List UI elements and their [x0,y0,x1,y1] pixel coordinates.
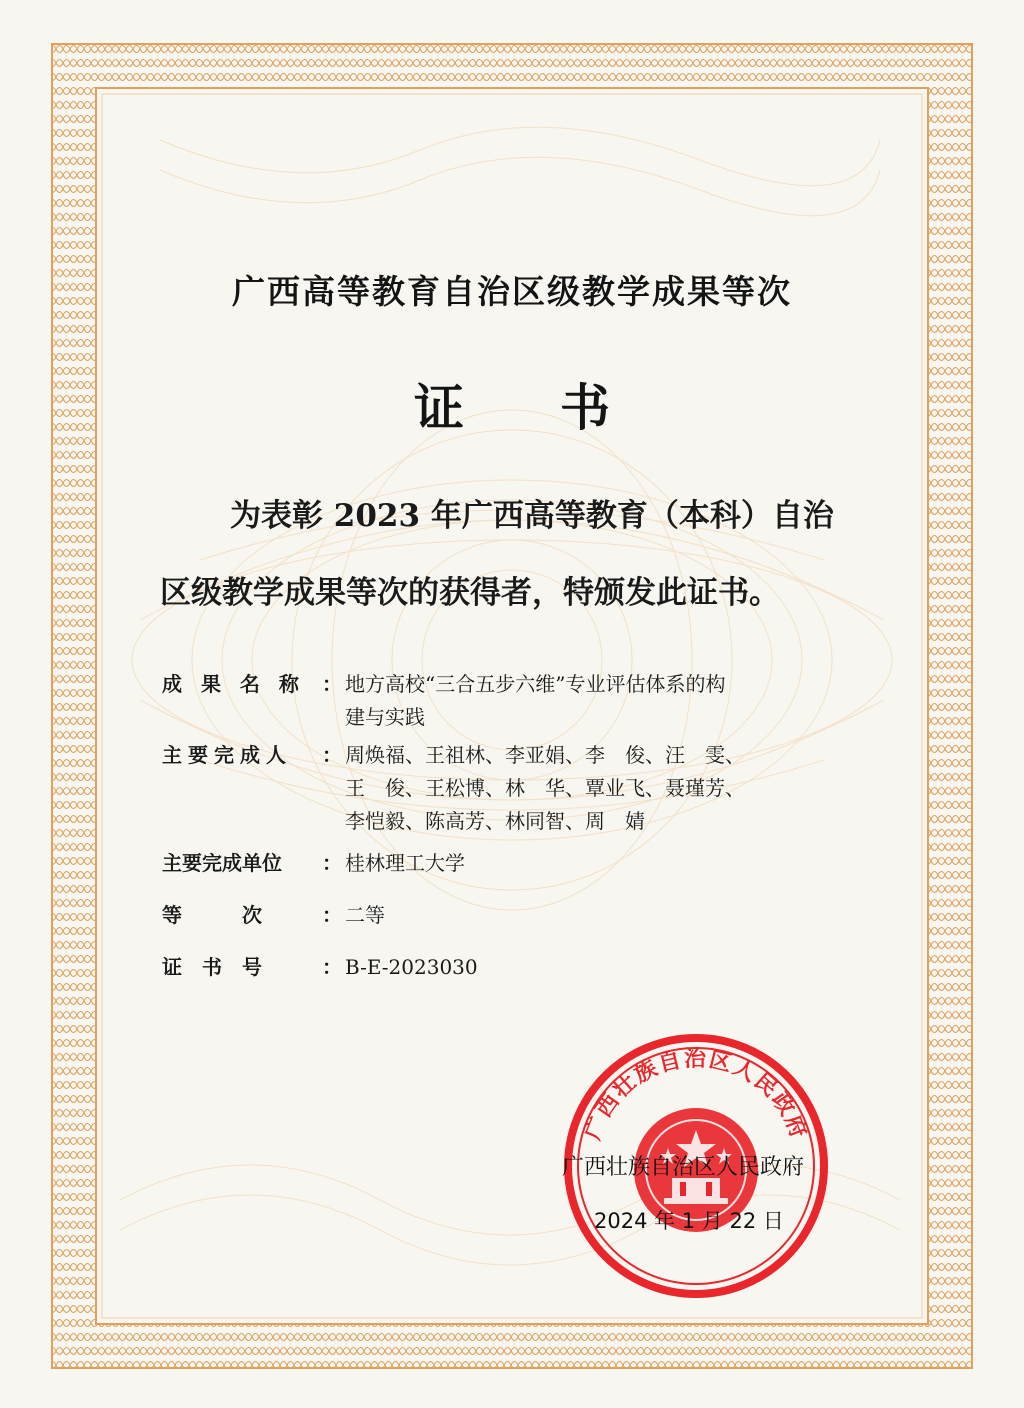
main-persons-value [345,739,845,838]
grade-label [162,899,342,932]
certificate-number-value: B-E-2023030 [345,955,478,979]
title-char-1: 证 [414,379,464,437]
certificate-title [0,368,1024,440]
label-colon: ： [322,851,342,875]
label-colon: ： [322,955,342,979]
label-text: 等 次 [162,903,262,927]
persons-line-2: 王 俊、王松博、林 华、覃业飞、聂瑾芳、 [345,776,745,800]
label-text: 主要完成单位 [162,851,282,875]
label-colon: ： [322,743,342,767]
achievement-name-value [345,668,845,734]
intro-line-1: 为表彰 2023 年广西高等教育（本科）自治 [230,498,834,534]
issuer-name: 广西壮族自治区人民政府 [562,1155,805,1180]
grade-value: 二等 [345,903,385,927]
achievement-line-2: 建与实践 [345,705,425,729]
label-text: 证 书 号 [162,955,262,979]
label-colon: ： [322,903,342,927]
seal-text: 广西壮族自治区人民政府 [580,1046,812,1144]
main-unit-label [162,847,342,880]
certificate-heading: 广西高等教育自治区级教学成果等次 [232,272,792,311]
label-text: 主要完成人 [162,743,292,767]
certificate-number-label [162,951,342,984]
intro-line-2: 区级教学成果等次的获得者，特颁发此证书。 [160,575,780,611]
main-unit-value: 桂林理工大学 [345,851,465,875]
persons-line-3: 李恺毅、陈高芳、林同智、周 婧 [345,809,645,833]
label-text: 成 果 名 称 [162,672,305,696]
main-persons-label [162,739,342,772]
achievement-name-label [162,668,342,701]
persons-line-1: 周焕福、王祖林、李亚娟、李 俊、汪 雯、 [345,743,745,767]
achievement-line-1: 地方高校“三合五步六维”专业评估体系的构 [345,672,726,696]
issue-date: 2024 年 1 月 22 日 [594,1209,784,1233]
title-char-2: 书 [560,379,610,437]
label-colon: ： [322,672,342,696]
